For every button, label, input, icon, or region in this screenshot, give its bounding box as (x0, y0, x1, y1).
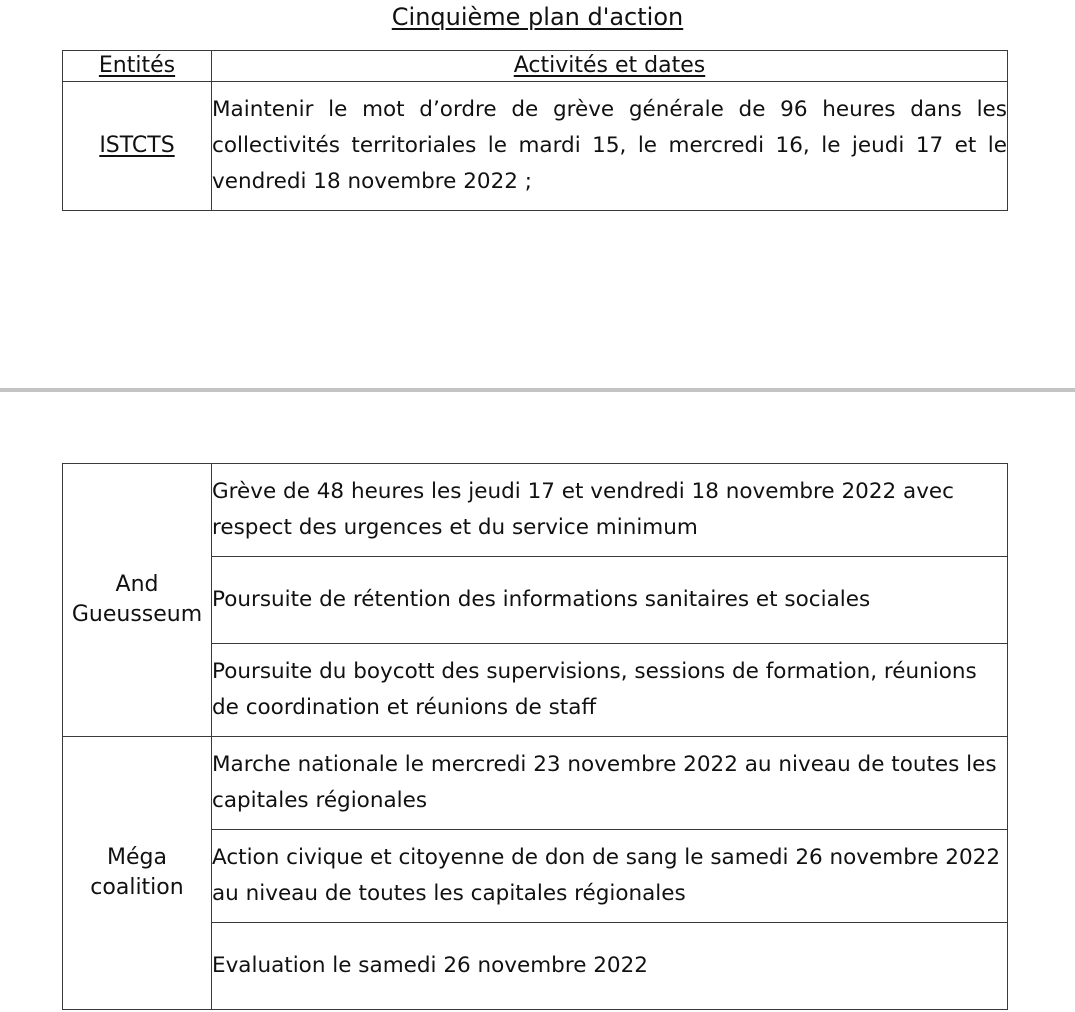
entity-label: ISTCTS (99, 133, 175, 158)
table-row (63, 82, 1008, 211)
activity-cell: Poursuite de rétention des informations sanitaires et sociales (212, 557, 1008, 644)
page-title-text: Cinquième plan d'action (391, 3, 684, 31)
column-header-entities (63, 51, 212, 82)
column-header-entities-label: Entités (98, 53, 176, 78)
entity-label-line-2: Gueusseum (71, 602, 203, 627)
activity-cell: Grève de 48 heures les jeudi 17 et vendredi 18 novembre 2022 avec respect des urgences et du service minimum (212, 464, 1008, 557)
entity-label-line-2: coalition (90, 875, 184, 900)
table-header-row (63, 51, 1008, 82)
column-header-activities-label: Activités et dates (513, 53, 706, 78)
activity-cell: Action civique et citoyenne de don de sang le samedi 26 novembre 2022 au niveau de toutes les capitales régionales (212, 830, 1008, 923)
table-row (63, 737, 1008, 830)
entity-label-line-1: Méga (107, 845, 167, 870)
entity-cell-mega-coalition (63, 737, 212, 1010)
page-title (0, 2, 1075, 32)
page-break-divider (0, 388, 1075, 392)
action-plan-table-second (62, 463, 1008, 1010)
column-header-activities (212, 51, 1008, 82)
activity-cell: Maintenir le mot d’ordre de grève générale de 96 heures dans les collectivités territoriales le mardi 15, le mercredi 16, le jeudi 17 et le vendredi 18 novembre 2022 ; (212, 82, 1008, 211)
activity-cell: Poursuite du boycott des supervisions, sessions de formation, réunions de coordination et réunions de staff (212, 644, 1008, 737)
entity-cell-istcts (63, 82, 212, 211)
entity-cell-and-gueusseum (63, 464, 212, 737)
activity-cell: Marche nationale le mercredi 23 novembre 2022 au niveau de toutes les capitales régionales (212, 737, 1008, 830)
activity-cell: Evaluation le samedi 26 novembre 2022 (212, 923, 1008, 1010)
action-plan-table-first (62, 50, 1008, 211)
entity-label-line-1: And (115, 572, 159, 597)
table-row (63, 464, 1008, 557)
